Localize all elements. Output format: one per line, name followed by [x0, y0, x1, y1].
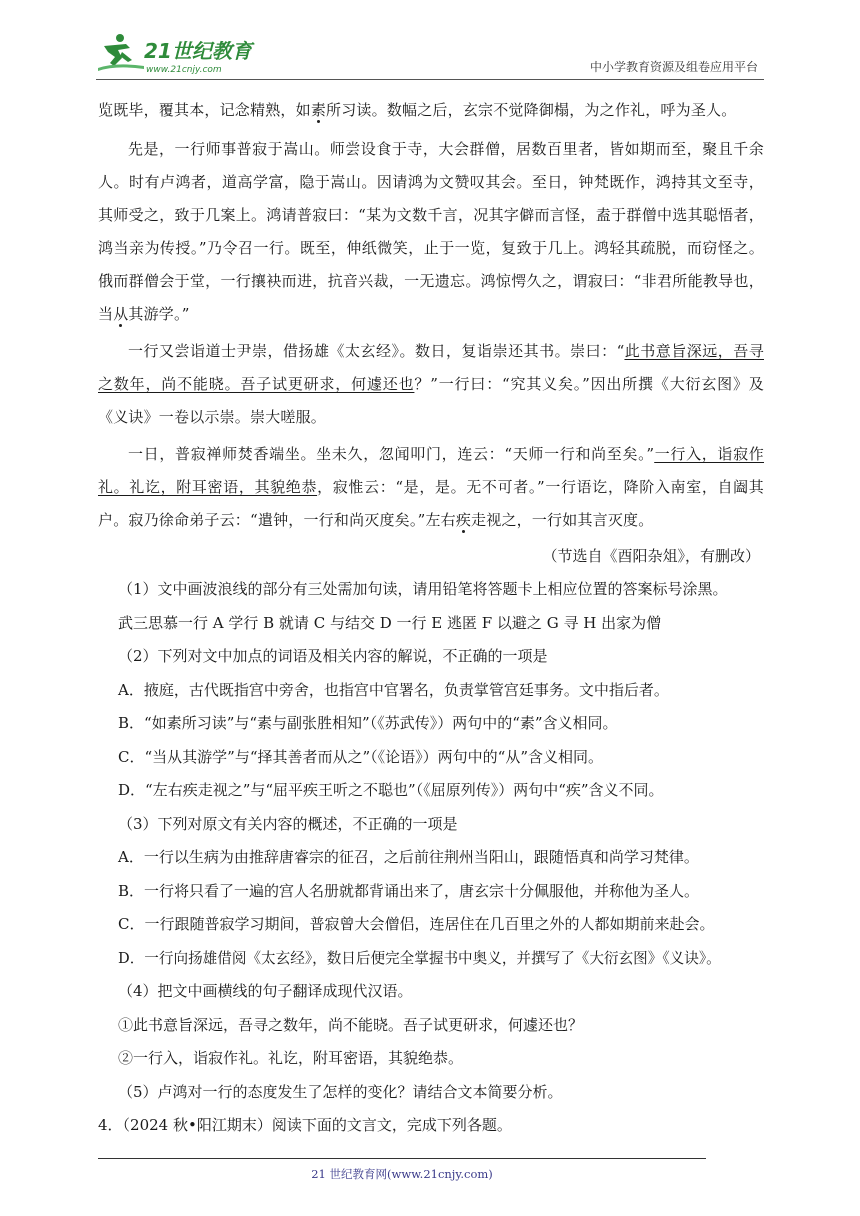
passage-paragraph-1 [98, 94, 764, 127]
site-logo [96, 32, 266, 76]
question-4-item-2: ②一行入，诣寂作礼。礼讫，附耳密语，其貌绝恭。 [118, 1049, 464, 1067]
question-2-option-d: D．“左右疾走视之”与“屈平疾王听之不聪也”（《屈原列传》）两句中“疾”含义不同。 [118, 781, 664, 799]
underlined-sentence-1: 此书意旨深远，吾寻之数年，尚不能晓。吾子试更研求，何遽还也 [98, 342, 764, 393]
question-3-option-d: D．一行向扬雄借阅《太玄经》，数日后便完全掌握书中奥义，并撰写了《大衍玄图》《义诀》。 [118, 949, 721, 967]
question-3-option-b: B．一行将只看了一遍的宫人名册就都背诵出来了，唐玄宗十分佩服他，并称他为圣人。 [118, 881, 700, 900]
text-span: 览既毕，覆其本，记念精熟，如 [98, 101, 311, 119]
platform-name: 中小学教育资源及组卷应用平台 [589, 60, 758, 74]
question-3: （3）下列对原文有关内容的概述，不正确的一项是 [118, 814, 458, 833]
question-4-item-1: ①此书意旨深远，吾寻之数年，尚不能晓。吾子试更研求，何遽还也？ [118, 1015, 584, 1034]
text-span: 先是，一行师事普寂于嵩山。师尝设食于寺，大会群僧，居数百里者，皆如期而至，聚且千余人。时有卢鸿者，道高学富，隐于嵩山。因请鸿为文赞叹其会。至日，钟梵既作，鸿持其文至寺，其师受之，致于几案上。鸿请普寂曰：“某为文数千言，况其字僻而言怪，盍于群僧中选其聪悟者，鸿当亲为传授。”乃令召一行。既至，伸纸微笑，止于一览，复致于几上。鸿轻其疏脱，而窃怪之。俄而群僧会于堂，一行攘袂而进，抗音兴裁，一无遗忘。鸿惊愕久之，谓寂曰：“非君所能教导也，当 [98, 140, 764, 323]
document-body [98, 94, 764, 1143]
page-footer[interactable]: 21 世纪教育网(www.21cnjy.com) [311, 1167, 493, 1181]
text-span: 所习读。数幅之后，玄宗不觉降御榻，为之作礼，呼为圣人。 [326, 101, 737, 119]
question-2-option-b: B．“如素所习读”与“素与副张胜相知”（《苏武传》）两句中的“素”含义相同。 [118, 714, 618, 732]
question-2: （2）下列对文中加点的词语及相关内容的解说，不正确的一项是 [118, 647, 548, 665]
header-divider [96, 79, 764, 80]
passage-paragraph-3 [98, 335, 764, 434]
next-question: 4．（2024 秋•阳江期末）阅读下面的文言文，完成下列各题。 [98, 1116, 512, 1134]
question-2-option-c: C．“当从其游学”与“择其善者而从之”（《论语》）两句中的“从”含义相同。 [118, 747, 603, 766]
dotted-word-su: 素 [310, 101, 327, 119]
passage-source: （节选自《酉阳杂俎》，有删改） [542, 547, 760, 565]
logo-text: 21世纪教育 [144, 39, 252, 63]
question-5: （5）卢鸿对一行的态度发生了怎样的变化？请结合文本简要分析。 [118, 1082, 563, 1101]
passage-paragraph-4 [98, 438, 764, 537]
question-1-text: 武三思慕一行 A 学行 B 就请 C 与结交 D 一行 E 逃匿 F 以避之 G 寻 H 出家为僧 [118, 613, 662, 632]
question-4: （4）把文中画横线的句子翻译成现代汉语。 [118, 982, 413, 1000]
dotted-word-ji: 疾 [455, 511, 472, 529]
question-3-option-c: C．一行跟随普寂学习期间，普寂曾大会僧侣，连居住在几百里之外的人都如期前来赴会。 [118, 915, 715, 933]
footer-divider [98, 1158, 706, 1159]
logo-url: www.21cnjy.com [146, 65, 222, 75]
dotted-word-cong: 从 [113, 305, 129, 323]
text-span: ，寂惟云：“是，是。无不可者。”一行语讫，降阶入南室，自阖其户。寂乃徐命弟子云：“遣钟，一行和尚灭度矣。”左右 [98, 478, 764, 529]
text-span: 走视之，一行如其言灭度。 [471, 511, 654, 529]
text-span: 一日，普寂禅师焚香端坐。坐未久，忽闻叩门，连云：“天师一行和尚至矣。” [128, 445, 655, 463]
text-span: 一行又尝诣道士尹崇，借扬雄《太玄经》。数日，复诣崇还其书。崇曰：“ [128, 342, 625, 360]
passage-paragraph-2 [98, 133, 764, 331]
question-3-option-a: A．一行以生病为由推辞唐睿宗的征召，之后前往荆州当阳山，跟随悟真和尚学习梵律。 [118, 848, 699, 866]
question-1: （1）文中画波浪线的部分有三处需加句读，请用铅笔将答题卡上相应位置的答案标号涂黑。 [118, 580, 728, 598]
page-header [96, 28, 764, 80]
text-span: ？”一行曰：“究其义矣。”因出所撰《大衍玄图》及《义诀》一卷以示崇。崇大嗟服。 [98, 375, 764, 426]
question-2-option-a: A．掖庭，古代既指宫中旁舍，也指宫中官署名，负责掌管宫廷事务。文中指后者。 [118, 680, 669, 699]
text-span: 其游学。” [128, 305, 190, 323]
underlined-sentence-2: 一行入，诣寂作礼。礼讫，附耳密语，其貌绝恭 [98, 445, 764, 496]
